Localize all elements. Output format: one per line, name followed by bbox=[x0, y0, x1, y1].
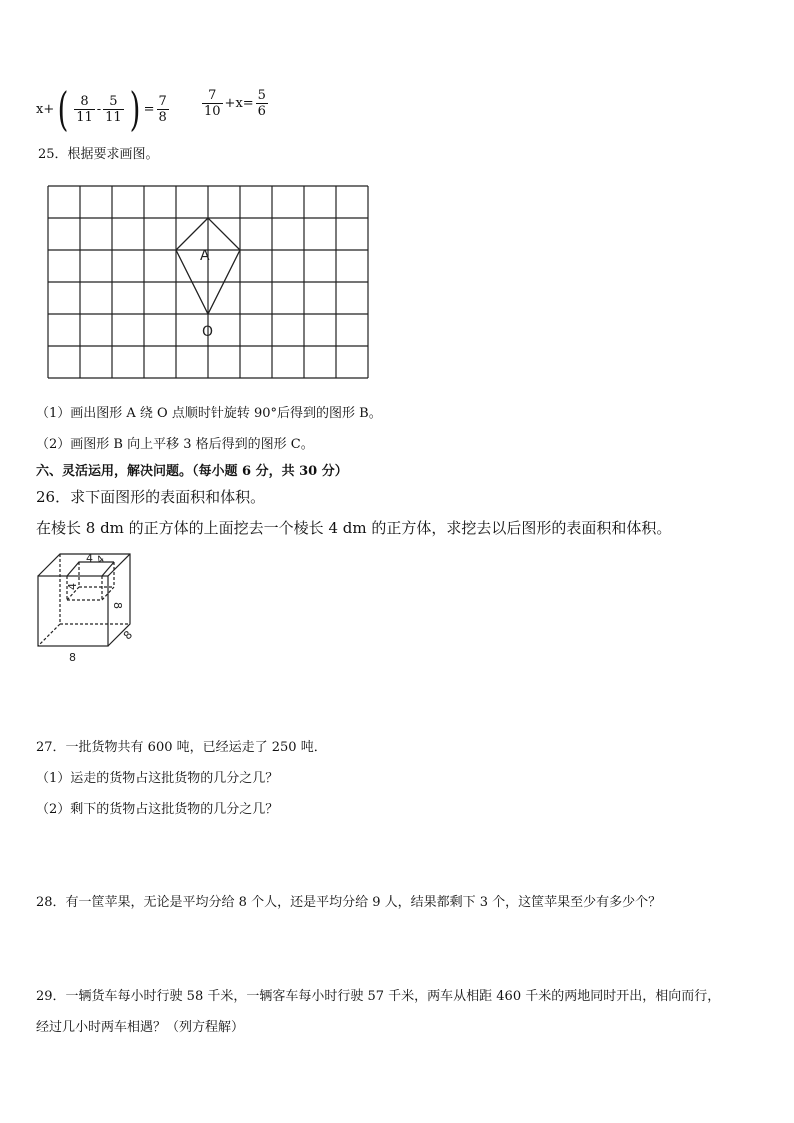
denominator: 6 bbox=[257, 104, 266, 119]
left-paren: ( bbox=[57, 82, 69, 136]
label-o: O bbox=[202, 324, 214, 340]
right-paren: ) bbox=[129, 82, 141, 136]
denominator: 11 bbox=[105, 109, 122, 125]
cube-label-top-b: 4 bbox=[94, 553, 107, 567]
q28-title: 28．有一筐苹果，无论是平均分给 8 个人，还是平均分给 9 人，结果都剩下 3 个，这筐苹果至少有多少个？ bbox=[36, 895, 662, 910]
q27-title: 27．一批货物共有 600 吨，已经运走了 250 吨． bbox=[36, 740, 327, 755]
fraction-7-8 bbox=[157, 94, 169, 125]
numerator: 7 bbox=[158, 93, 167, 109]
q25-title: 25．根据要求画图。 bbox=[38, 147, 159, 162]
grid-figure bbox=[40, 176, 374, 388]
cube-label-side: 4 bbox=[66, 583, 79, 590]
numerator: 7 bbox=[208, 88, 217, 103]
eq1-prefix: x+ bbox=[36, 101, 55, 117]
equation-1 bbox=[36, 82, 171, 136]
cube-label-right: 8 bbox=[111, 602, 124, 609]
label-a: A bbox=[200, 248, 210, 264]
fraction-8-11 bbox=[74, 94, 95, 125]
denominator: 10 bbox=[204, 104, 221, 119]
grid-lines bbox=[48, 186, 368, 378]
fraction-7-10 bbox=[202, 88, 223, 119]
numerator: 5 bbox=[109, 93, 118, 109]
q25-sub1: （1）画出图形 A 绕 O 点顺时针旋转 90°后得到的图形 B。 bbox=[36, 406, 382, 421]
denominator: 8 bbox=[158, 109, 167, 125]
plus-x-equals: +x= bbox=[224, 96, 254, 111]
q26-desc: 在棱长 8 dm 的正方体的上面挖去一个棱长 4 dm 的正方体，求挖去以后图形的表面积和体积。 bbox=[36, 519, 672, 537]
cube-label-top-a: 4 bbox=[86, 552, 93, 565]
numerator: 8 bbox=[80, 93, 89, 109]
q27-sub2: （2）剩下的货物占这批货物的几分之几？ bbox=[36, 802, 279, 817]
q29-line2: 经过几小时两车相遇？（列方程解） bbox=[36, 1020, 245, 1035]
cube-label-bottom: 8 bbox=[69, 651, 76, 664]
denominator: 11 bbox=[76, 109, 93, 125]
equals-sign: = bbox=[143, 101, 155, 117]
fraction-5-6 bbox=[256, 88, 268, 119]
q25-sub2: （2）画图形 B 向上平移 3 格后得到的图形 C。 bbox=[36, 437, 314, 452]
fraction-5-11 bbox=[103, 94, 124, 125]
minus-sign: - bbox=[96, 101, 102, 117]
numerator: 5 bbox=[257, 88, 266, 103]
q26-title: 26．求下面图形的表面积和体积。 bbox=[36, 488, 266, 506]
equation-2 bbox=[200, 88, 270, 119]
section-6-heading: 六、灵活运用，解决问题。（每小题 6 分，共 30 分） bbox=[36, 464, 348, 479]
q29-line1: 29．一辆货车每小时行驶 58 千米，一辆客车每小时行驶 57 千米，两车从相距 460 千米的两地同时开出，相向而行， bbox=[36, 989, 721, 1004]
q27-sub1: （1）运走的货物占这批货物的几分之几？ bbox=[36, 771, 279, 786]
cube-label-depth: 8 bbox=[120, 628, 136, 643]
cube-figure bbox=[30, 544, 140, 668]
